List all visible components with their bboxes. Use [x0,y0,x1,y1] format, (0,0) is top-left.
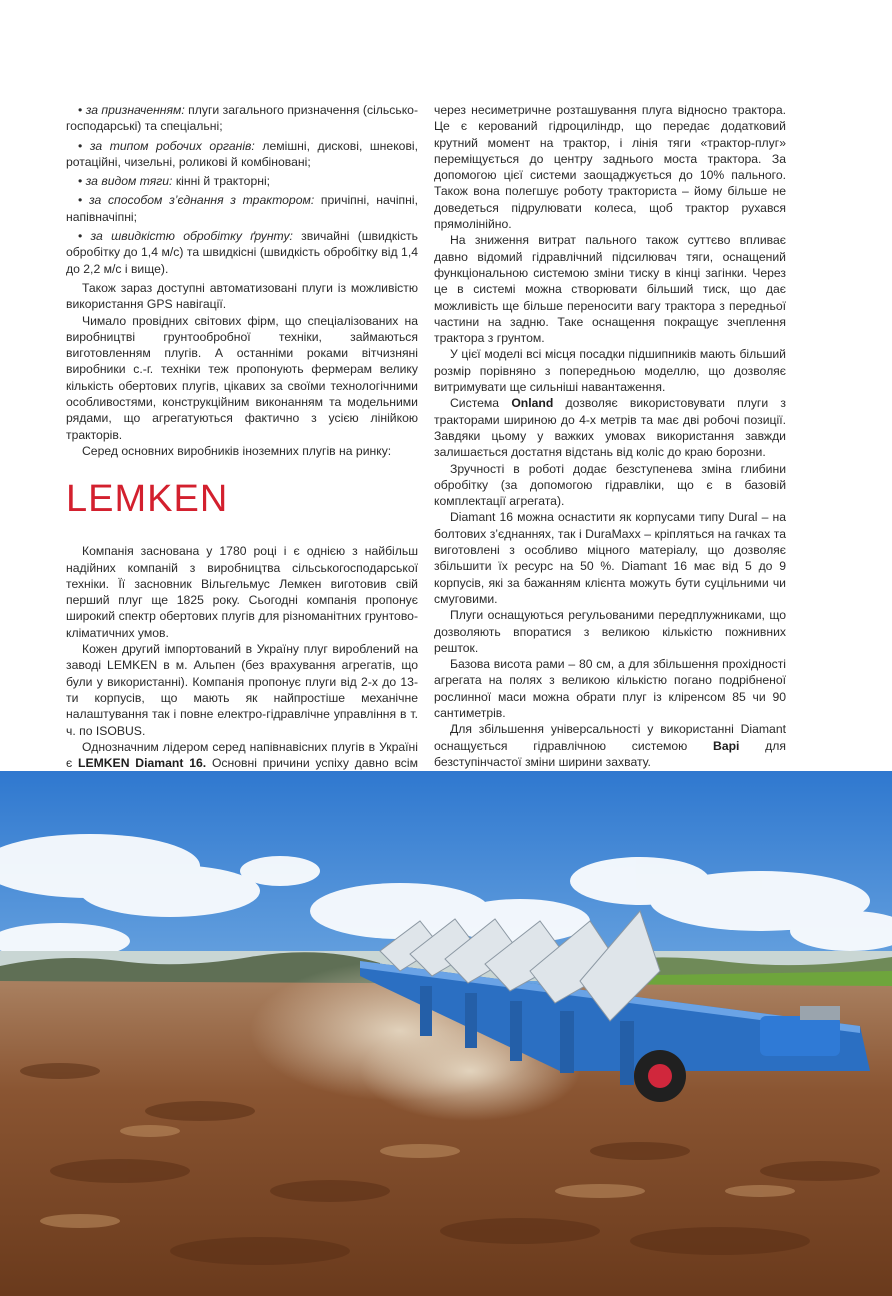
list-item: • за типом робочих органів: лемішні, дискові, шнекові, ротаційні, чизельні, роликові й комбіновані; [66,138,419,169]
paragraph-among: Серед основних виробників іноземних плугів на ринку: [82,443,392,458]
list-item: • за видом тяги: кінні й тракторні; [78,174,271,189]
paragraph-gps: Також зараз доступні автоматизовані плуги із можливістю використання GPS навігації. [66,280,418,312]
list-item: • за швидкістю обробітку ґрунту: звичайні (швидкість обробітку до 1,4 м/с) та швидкісні (швидкість обробітку від 1,4 до 2,2 м/с і вище). [66,229,418,276]
list-item: • за способом з’єднання з трактором: причіпні, начіпні, напівначіпні; [66,193,418,224]
plough-field-photo [0,771,892,1296]
paragraph-skimmers: Плуги оснащуються регульованими передплужниками, що дозволяють впоратися з великою кількістю пожнивних решток. [434,608,786,655]
paragraph-frame: Базова висота рами – 80 см, а для збільшення прохідності агрегата на полях з великою кількістю погано подрібненої рослинної маси можна обрати плуг із кліренсом 85 чи 90 сантиметрів. [434,657,786,720]
paragraph-firms: Чимало провідних світових фірм, що спеціалізованих на виробництві грунтообробної техніки, займаються виготовленням плугів. А останніми роками вітчизняні виробники с.-г. техніки теж пропонують фермерам велику кількість обертових плугів, цікавих за своїми технологічними особливостями, конструкційним виконанням та модельними рядами, що агрегатуються фактично з усією лінійкою тракторів. [66,313,418,442]
section-heading-lemken: LEMKEN [66,478,229,521]
paragraph-founded: Компанія заснована у 1780 році і є однією з найбільш надійних компаній з виробництва сільськогосподарської техніки. Її засновник Вільгельмус Лемкен виготовив свій перший плуг ще 1825 року. Сьогодні компанія пропонує широкий спектр обертових плугів для різноманітних грунтово-кліматичних умов. [66,544,418,640]
paragraph-depth: Зручності в роботі додає безступенева зміна глибини обробітку (за допомогою гідравліки, що є в базовій комплектації агрегата). [434,461,786,509]
paragraph-continued: через несиметричне розташування плуга відносно трактора. Це є керований гідроциліндр, що передає додатковий крутний момент на трактор, і лінія тяги «трактор-плуг» переміщується до центру заднього моста трактора. За допомогою цієї системи заощаджується до 10% пального. Також вона полегшує роботу тракториста – йому більше не доведеться підрулювати колеса, щоб трактор рухався прямолінійно. [434,103,786,232]
right-column [434,102,786,868]
paragraph-leader: Однозначним лідером серед напівнавісних плугів в Україні є LEMKEN Diamant 16. Основні причини успіху давно всім [66,739,418,771]
paragraph-fuel: На зниження витрат пального також суттєво впливає давно відомий гідравлічний підсилювач тяги, оснащений функціональною системою зміни тиску в кінці загінки. Через це в системі можна створювати більший тиск, що дає можливість ще більше переносити вагу трактора з передньої частини на задню. Таке оснащення покращує зчеплення трактора з грунтом. [434,233,786,346]
list-item: • за призначенням: плуги загального призначення (сільсько-господарські) та спеціальні; [66,103,419,134]
paragraph-dural: Diamant 16 можна оснастити як корпусами типу Dural – на болтових з’єднаннях, так і DuraMaxx – кріпляться на гачках та виготовлені з особливо міцного матеріалу, що дозволяє збільшити їх ресурс на 50 %. Diamant 16 має від 5 до 9 корпусів, які за бажанням клієнта можуть бути суцільними чи смуговими. [434,510,786,606]
paragraph-vari: Для збільшення універсальності у використанні Diamant оснащується гідравлічною системою Вapi для безступінчастої зміни ширини захвату. [434,722,786,769]
paragraph-bearings: У цієї моделі всі місця посадки підшипників мають більший розмір порівняно з попередньою моделлю, що дозволяє витримувати ще сильніші навантаження. [434,347,786,395]
paragraph-onland: Система Onland дозволяє використовувати плуги з тракторами шириною до 4-х метрів та має дві робочі позиції. Завдяки цьому у важких умовах використання завжди залишається достатня відстань від коліс до краю борозни. [434,396,786,460]
left-column [66,102,418,885]
paragraph-imported: Кожен другий імпортований в Україну плуг вироблений на заводі LEMKEN в м. Альпен (без врахування агрегатів, що були у використанні). Компанія пропонує плуги від 2-х до 13-ти корпусів, що мають як найпростіше механічне налаштування так і повне електро-гідравлічне управління в т. ч. по ISOBUS. [66,642,418,738]
